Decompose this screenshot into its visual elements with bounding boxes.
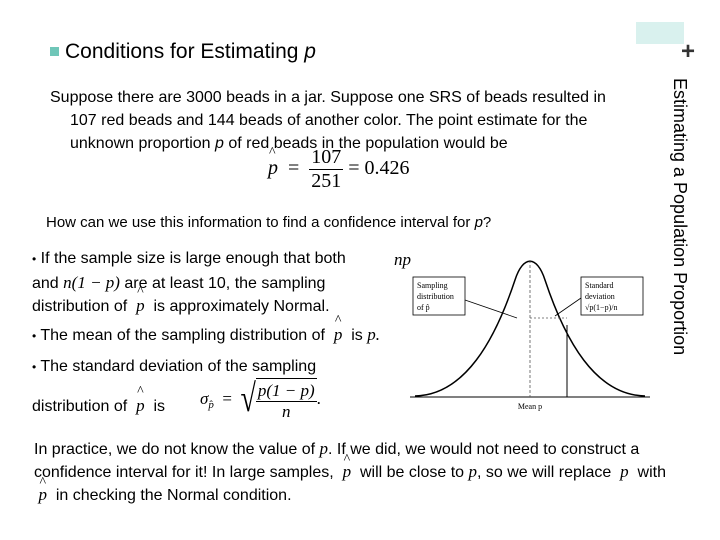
final-text-5: with: [637, 464, 666, 481]
intro-paragraph: [50, 86, 620, 155]
sd-period: .: [316, 388, 321, 408]
graph-label-sampling-2: distribution: [417, 292, 454, 301]
square-bullet-icon: [50, 47, 59, 56]
p-symbol: p.: [367, 325, 381, 344]
bullet-1-text-2: are at least 10, the sampling: [124, 275, 326, 292]
fraction: [309, 146, 343, 193]
sd-formula: $\sigma_{p̂}$ = √ $\frac{p(1 - p)}{n}$ .: [200, 377, 321, 421]
bullet-1-line-1: [32, 250, 346, 268]
numerator: 107: [311, 146, 342, 168]
title-variable: p: [304, 40, 316, 63]
question-variable: p: [474, 214, 483, 231]
sigma-symbol: σ: [200, 388, 209, 408]
intro-text: Suppose there are 3000 beads in a jar. Suppose one SRS of beads resulted in 107 red beads and 144 beads of another color. The point estimate for the unknown proportion: [50, 89, 606, 152]
question-text: [46, 214, 491, 231]
bullet-dot-icon: •: [32, 252, 37, 266]
bullet-3-text-2: distribution of: [32, 398, 128, 415]
np-symbol: np: [394, 250, 411, 269]
final-text-2: . If we did, we would not need to construct a confidence interval for it! In large samples,: [34, 441, 640, 481]
final-text-4: , so we will replace: [476, 464, 612, 481]
sampling-pointer: [465, 300, 517, 318]
sampling-distribution-graph: [405, 240, 655, 415]
sd-numerator: p(1 − p): [257, 381, 315, 400]
p-hat-symbol: ^ p: [38, 484, 47, 506]
bullet-1-and: and: [32, 275, 59, 292]
bullet-1-line-3: [32, 296, 330, 316]
plus-icon: +: [681, 38, 696, 65]
p-hat-symbol: ^ p: [343, 461, 352, 483]
graph-label-sd-1: Standard: [585, 281, 614, 290]
sd-pointer: [555, 298, 581, 316]
sigma-subscript: p̂: [208, 398, 214, 411]
intro-text-end: of red beads in the population would be: [223, 135, 508, 152]
bullet-3-text: The standard deviation of the sampling: [40, 358, 317, 375]
p-hat-symbol: ^ p: [334, 325, 343, 345]
bullet-dot-icon: •: [32, 360, 37, 374]
bullet-1-text-4: is approximately Normal.: [153, 298, 330, 315]
question-end: ?: [482, 214, 492, 231]
bullet-1-text: If the sample size is large enough that both: [40, 250, 346, 267]
estimate-result: = 0.426: [348, 157, 410, 180]
side-title: Estimating a Population Proportion: [670, 78, 690, 356]
p-symbol: p: [319, 439, 329, 458]
p-hat-symbol: ^ p: [136, 396, 145, 416]
p-symbol: p: [468, 462, 477, 481]
bullet-dot-icon: •: [32, 329, 37, 343]
final-text-1: In practice, we do not know the value of: [34, 441, 316, 458]
final-paragraph: [34, 438, 674, 507]
bullet-3-line-2: [32, 396, 165, 416]
title-text: Conditions for Estimating: [65, 40, 305, 63]
intro-variable: p: [214, 135, 224, 152]
bullet-3-is: is: [153, 398, 166, 415]
final-text-6: in checking the Normal condition.: [55, 487, 292, 504]
sqrt-icon: √: [240, 377, 256, 421]
p-symbol: p: [620, 462, 629, 481]
sd-fraction: [256, 378, 317, 422]
bullet-1-text-3: distribution of: [32, 298, 128, 315]
accent-bar: [636, 22, 684, 44]
p-hat-symbol: ^ p: [268, 157, 278, 180]
graph-label-sampling-3: of p̂: [417, 303, 430, 312]
page-title: [50, 40, 316, 64]
sd-denominator: n: [282, 402, 291, 421]
denominator: 251: [311, 170, 342, 192]
bullet-2-text: The mean of the sampling distribution of: [40, 327, 325, 344]
graph-label-sd-3: √p(1−p)/n: [585, 303, 618, 312]
p-hat-symbol: ^ p: [136, 296, 145, 316]
bullet-3-line-1: [32, 358, 316, 376]
point-estimate-formula: ^ p = $\frac{107}{251}$ = 0.426: [268, 146, 410, 193]
bullet-1-line-2: [32, 273, 325, 293]
bullet-2: [32, 325, 380, 345]
question-body: How can we use this information to find a confidence interval for: [46, 214, 475, 231]
graph-label-mean: Mean p: [517, 402, 543, 411]
final-text-3: will be close to: [359, 464, 465, 481]
graph-label-sd-2: deviation: [585, 292, 615, 301]
bullet-2-is: is: [351, 327, 363, 344]
graph-label-sampling-1: Sampling: [417, 281, 448, 290]
n-one-minus-p-symbol: n(1 − p): [63, 273, 120, 292]
